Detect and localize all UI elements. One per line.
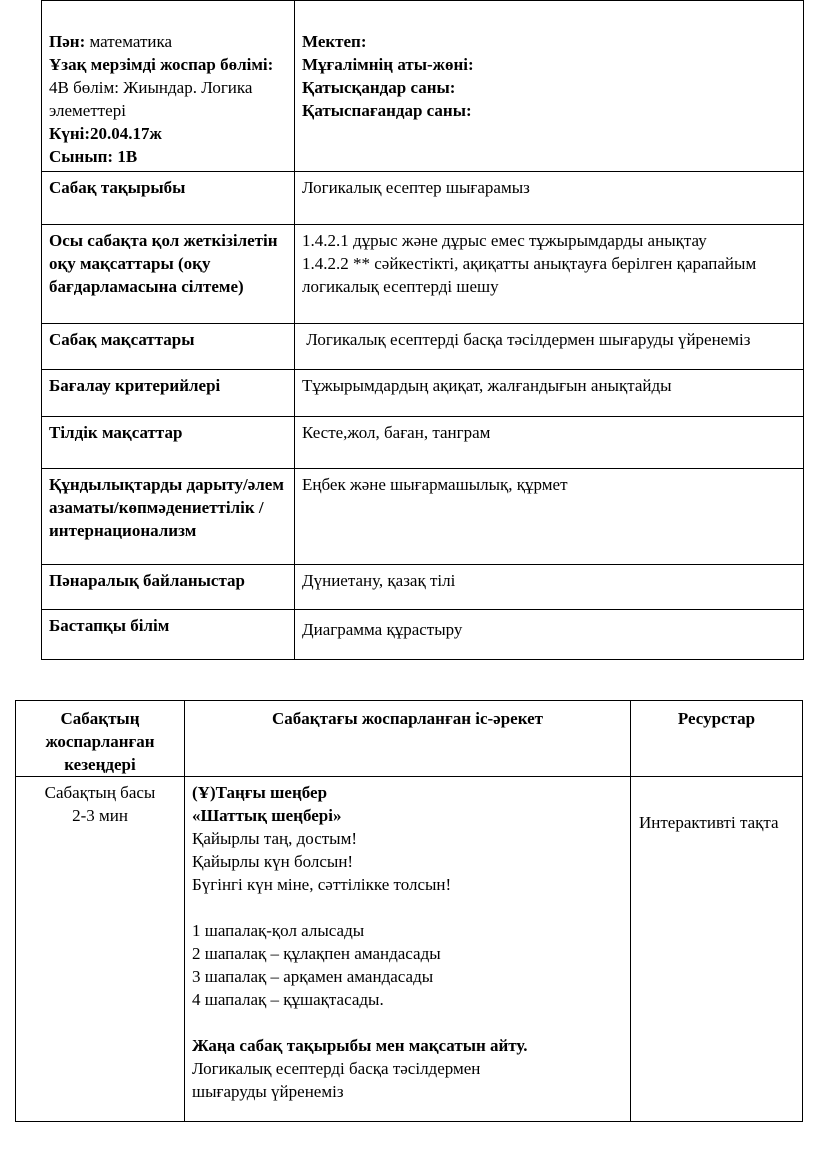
criteria-label: Бағалау критерийлері	[42, 370, 295, 417]
lesson-plan-table	[15, 700, 803, 1122]
stage-cell	[16, 777, 185, 1122]
date-line: Күні:20.04.17ж	[49, 124, 162, 143]
values-label: Құндылықтарды дарыту/әлем азаматы/көпмәдениеттілік /интернационализм	[42, 469, 295, 565]
clap-line: 2 шапалақ – құлақпен амандасады	[192, 944, 441, 963]
joy-circle-title: «Шаттық шеңбері»	[192, 806, 342, 825]
prior-knowledge-value	[295, 610, 804, 660]
topic-label: Сабақ тақырыбы	[42, 172, 295, 225]
resources-cell	[631, 777, 803, 1122]
resources-header: Ресурстар	[631, 701, 803, 777]
greeting-line: Бүгінгі күн міне, сәттілікке толсын!	[192, 875, 452, 894]
objectives-label: Осы сабақта қол жеткізілетін оқу мақсаттары (оқу бағдарламасына сілтеме)	[42, 225, 295, 324]
stage-header: Сабақтың жоспарланған кезеңдері	[16, 701, 185, 777]
greeting-line: Қайырлы таң, достым!	[192, 829, 358, 848]
topic-value: Логикалық есептер шығарамыз	[295, 172, 804, 225]
absent-label: Қатыспағандар саны:	[302, 101, 472, 120]
lesson-goals-value: Логикалық есептерді басқа тәсілдермен шығаруды үйренеміз	[295, 324, 804, 370]
header-right-cell	[295, 1, 804, 172]
clap-line: 4 шапалақ – құшақтасады.	[192, 990, 384, 1009]
goal-text: Логикалық есептерді басқа тәсілдермен	[192, 1059, 481, 1078]
morning-circle-title: (Ұ)Таңғы шеңбер	[192, 783, 328, 802]
objectives-value	[295, 225, 804, 324]
subject-line: Пән: математика	[49, 32, 173, 51]
values-value: Еңбек және шығармашылық, құрмет	[295, 469, 804, 565]
language-goals-value: Кесте,жол, баған, танграм	[295, 417, 804, 469]
language-goals-label: Тілдік мақсаттар	[42, 417, 295, 469]
goal-text: шығаруды үйренеміз	[192, 1082, 344, 1101]
greeting-line: Қайырлы күн болсын!	[192, 852, 354, 871]
spacer	[192, 896, 623, 919]
criteria-value: Тұжырымдардың ақиқат, жалғандығын анықтайды	[295, 370, 804, 417]
teacher-label: Мұғалімнің аты-жөні:	[302, 55, 474, 74]
spacer	[192, 1011, 623, 1034]
activity-header: Сабақтағы жоспарланған іс-әрекет	[185, 701, 631, 777]
clap-line: 1 шапалақ-қол алысады	[192, 921, 365, 940]
stage-duration: 2-3 мин	[72, 806, 128, 825]
stage-name: Сабақтың басы	[44, 783, 156, 802]
school-label: Мектеп:	[302, 32, 367, 51]
objective-2: 1.4.2.2 ** сәйкестікті, ақиқатты анықтауға берілген қарапайым логикалық есептерді шешу	[302, 254, 757, 296]
resource-item: Интерактивті тақта	[639, 813, 779, 832]
lesson-goals-label: Сабақ мақсаттары	[42, 324, 295, 370]
unit-line: Ұзақ мерзімді жоспар бөлімі: 4В бөлім: Жиындар. Логика элеметтері	[49, 55, 274, 120]
class-line: Сынып: 1В	[49, 147, 138, 166]
prior-knowledge-label: Бастапқы білім	[42, 610, 295, 660]
prior-knowledge-text: Диаграмма құрастыру	[302, 620, 463, 639]
cross-curricular-value: Дүниетану, қазақ тілі	[295, 565, 804, 610]
clap-line: 3 шапалақ – арқамен амандасады	[192, 967, 434, 986]
lesson-info-table	[41, 0, 804, 660]
present-label: Қатысқандар саны:	[302, 78, 456, 97]
cross-curricular-label: Пәнаралық байланыстар	[42, 565, 295, 610]
objective-1: 1.4.2.1 дұрыс және дұрыс емес тұжырымдарды анықтау	[302, 231, 707, 250]
activity-cell	[185, 777, 631, 1122]
header-left-cell	[42, 1, 295, 172]
goal-title: Жаңа сабақ тақырыбы мен мақсатын айту.	[192, 1036, 528, 1055]
